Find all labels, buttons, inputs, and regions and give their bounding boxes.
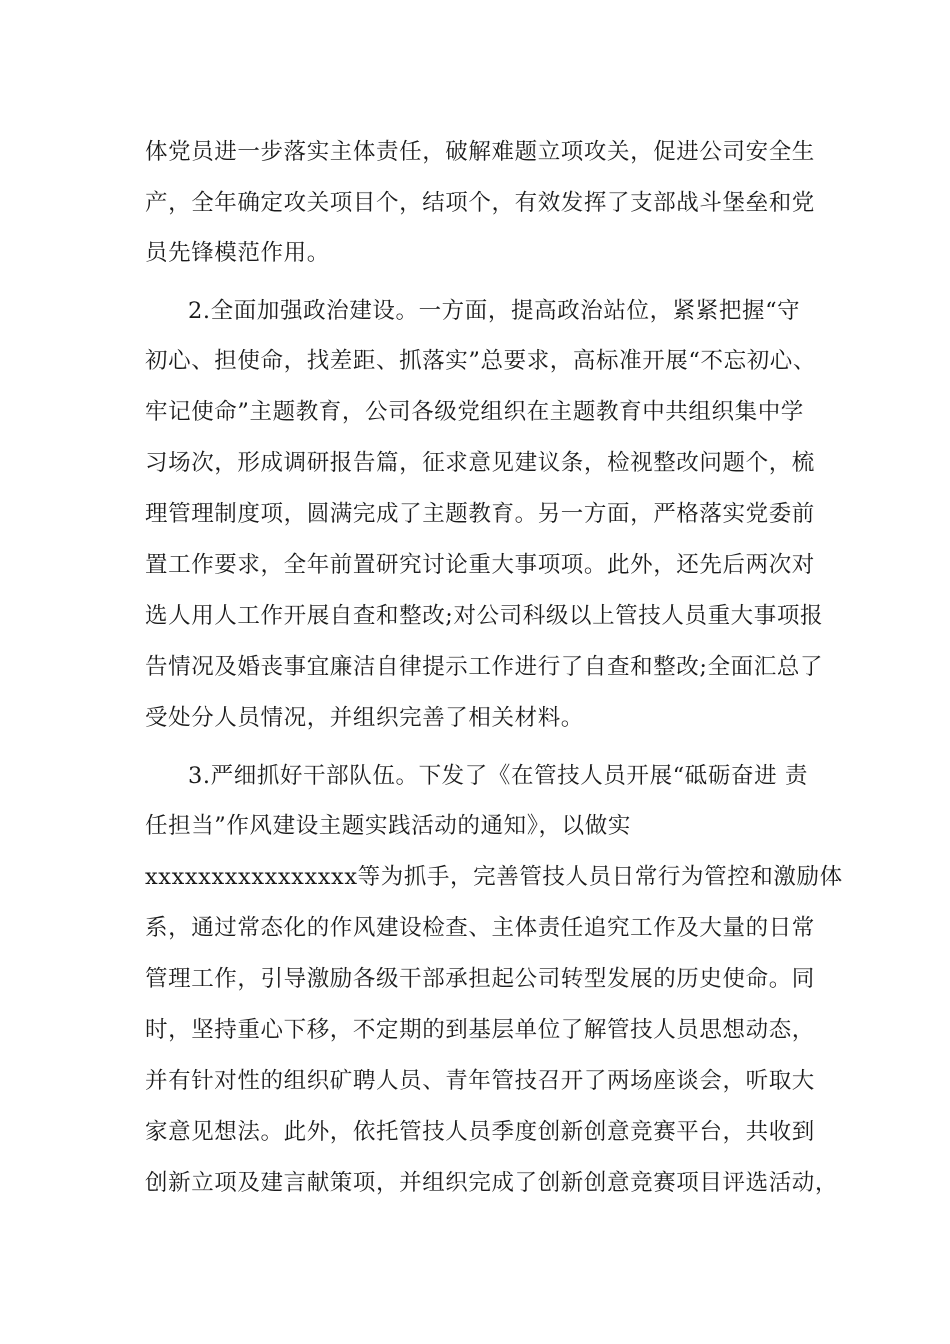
paragraph-line: 置工作要求，全年前置研究讨论重大事项项。此外，还先后两次对 <box>145 552 815 578</box>
paragraph-line: 创新立项及建言献策项，并组织完成了创新创意竞赛项目评选活动， <box>145 1170 839 1196</box>
paragraph-line: 牢记使命”主题教育，公司各级党组织在主题教育中共组织集中学 <box>145 399 804 425</box>
paragraph-line: 告情况及婚丧事宜廉洁自律提示工作进行了自查和整改;全面汇总了 <box>145 654 824 680</box>
paragraph-line: 系，通过常态化的作风建设检查、主体责任追究工作及大量的日常 <box>145 915 815 941</box>
paragraph-line: 习场次，形成调研报告篇，征求意见建议条，检视整改问题个，梳 <box>145 450 815 476</box>
paragraph-line: 家意见想法。此外，依托管技人员季度创新创意竞赛平台，共收到 <box>145 1119 815 1145</box>
paragraph-line: 受处分人员情况，并组织完善了相关材料。 <box>145 705 584 731</box>
paragraph-line: 任担当”作风建设主题实践活动的通知》，以做实 <box>145 813 631 839</box>
paragraph-line: 体党员进一步落实主体责任，破解难题立项攻关，促进公司安全生 <box>145 139 815 165</box>
paragraph-line: 理管理制度项，圆满完成了主题教育。另一方面，严格落实党委前 <box>145 501 815 527</box>
paragraph-line: 2.全面加强政治建设。一方面，提高政治站位，紧紧把握“守 <box>188 298 801 324</box>
paragraph-line: xxxxxxxxxxxxxxxx等为抓手，完善管技人员日常行为管控和激励体 <box>145 864 843 890</box>
paragraph-line: 选人用人工作开展自查和整改;对公司科级以上管技人员重大事项报 <box>145 603 824 629</box>
paragraph-line: 3.严细抓好干部队伍。下发了《在管技人员开展“砥砺奋进 责 <box>188 763 809 789</box>
paragraph-line: 员先锋模范作用。 <box>145 240 330 266</box>
paragraph-line: 时，坚持重心下移，不定期的到基层单位了解管技人员思想动态， <box>145 1017 815 1043</box>
paragraph-line: 管理工作，引导激励各级干部承担起公司转型发展的历史使命。同 <box>145 966 815 992</box>
paragraph-line: 产，全年确定攻关项目个，结项个，有效发挥了支部战斗堡垒和党 <box>145 190 815 216</box>
paragraph-line: 并有针对性的组织矿聘人员、青年管技召开了两场座谈会，听取大 <box>145 1068 815 1094</box>
paragraph-line: 初心、担使命，找差距、抓落实”总要求，高标准开展“不忘初心、 <box>145 348 817 374</box>
